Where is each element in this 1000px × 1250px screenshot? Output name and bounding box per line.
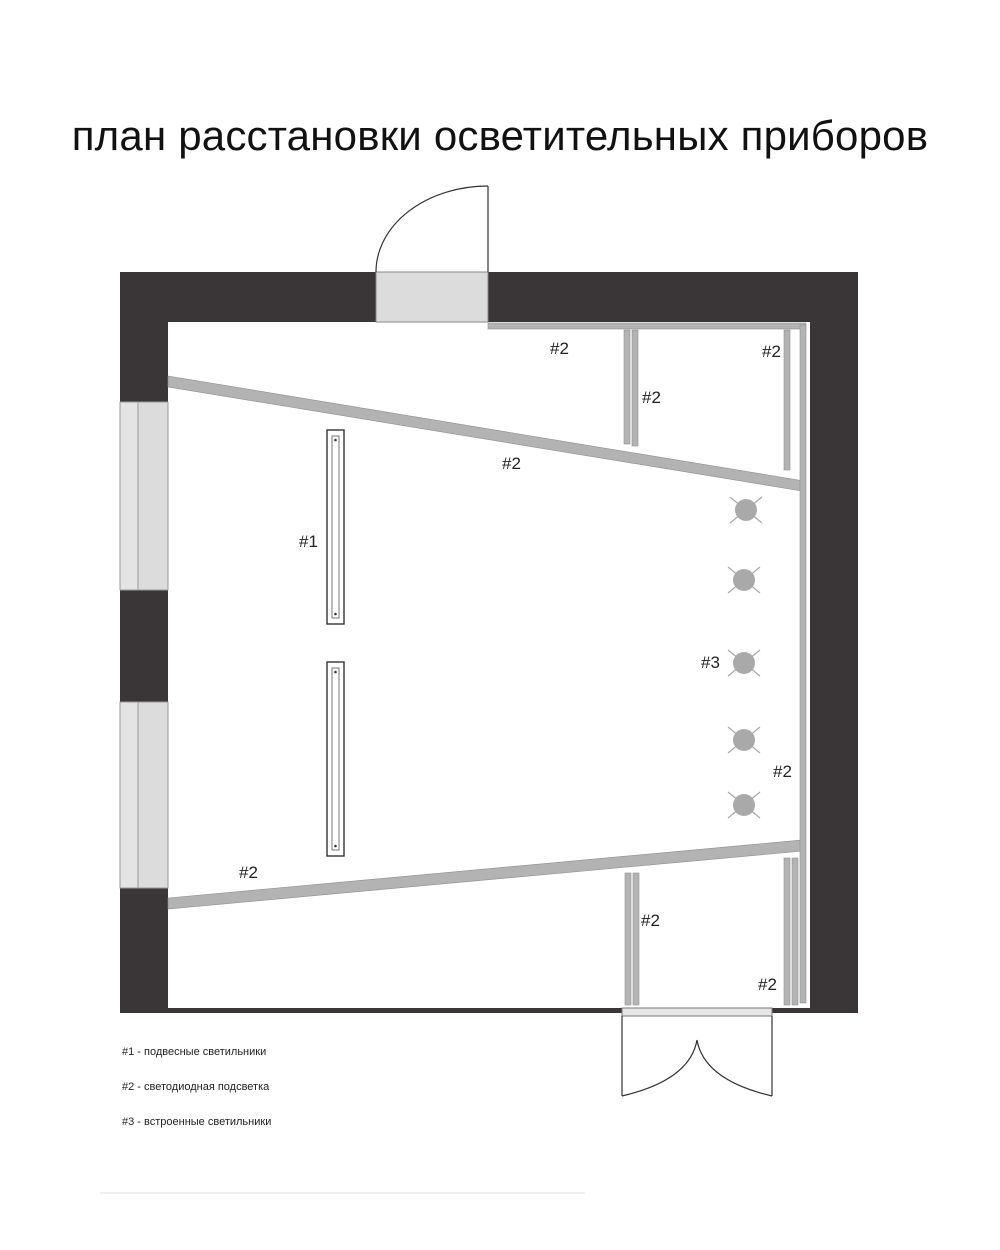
led-strip-top-horizontal: [488, 323, 806, 329]
pendant-fixture: [327, 430, 344, 624]
label-led: #2: [762, 342, 781, 361]
label-led: #2: [550, 339, 569, 358]
label-recessed: #3: [701, 653, 720, 672]
label-led: #2: [641, 911, 660, 930]
bottom-door-opening: [622, 1008, 772, 1016]
label-led: #2: [773, 762, 792, 781]
top-door: [376, 186, 488, 322]
label-pendant: #1: [299, 532, 318, 551]
pendant-fixtures: [327, 430, 344, 856]
led-strip-bottom-partition-2: [633, 873, 639, 1005]
label-led: #2: [758, 975, 777, 994]
label-led: #2: [239, 863, 258, 882]
recessed-fixture: [728, 650, 760, 676]
recessed-fixture: [730, 497, 762, 523]
top-door-opening: [376, 272, 488, 322]
bottom-door-swing-right: [697, 1040, 772, 1096]
legend-item-recessed: #3 - встроенные светильники: [122, 1116, 272, 1128]
led-strip-top-partition-1: [624, 330, 630, 444]
legend-item-pendant: #1 - подвесные светильники: [122, 1046, 267, 1058]
led-strip-top-partition-2: [632, 330, 638, 446]
recessed-fixtures: [728, 497, 762, 818]
plan-title: план расстановки осветительных приборов: [71, 112, 929, 159]
legend: [122, 1046, 271, 1151]
recessed-fixture: [728, 567, 760, 593]
legend-item-led: #2 - светодиодная подсветка: [122, 1081, 270, 1093]
label-led: #2: [502, 454, 521, 473]
bottom-door: [622, 1008, 772, 1096]
recessed-fixture: [728, 792, 760, 818]
label-led: #2: [642, 388, 661, 407]
recessed-fixture: [728, 727, 760, 753]
led-strip-bottom-partition-3: [784, 858, 790, 1005]
led-strip-right-vertical: [800, 325, 806, 1003]
window-upper: [120, 402, 168, 590]
led-strip-bottom-diagonal: [168, 840, 803, 909]
led-strip-top-diagonal: [168, 376, 804, 491]
pendant-fixture: [327, 662, 344, 856]
window-lower: [120, 702, 168, 888]
bottom-door-swing-left: [622, 1040, 697, 1096]
led-strip-bottom-partition-4: [792, 858, 798, 1005]
led-strip-bottom-partition-1: [625, 873, 631, 1005]
top-door-swing: [376, 186, 488, 272]
led-strip-top-partition-3: [784, 330, 790, 470]
